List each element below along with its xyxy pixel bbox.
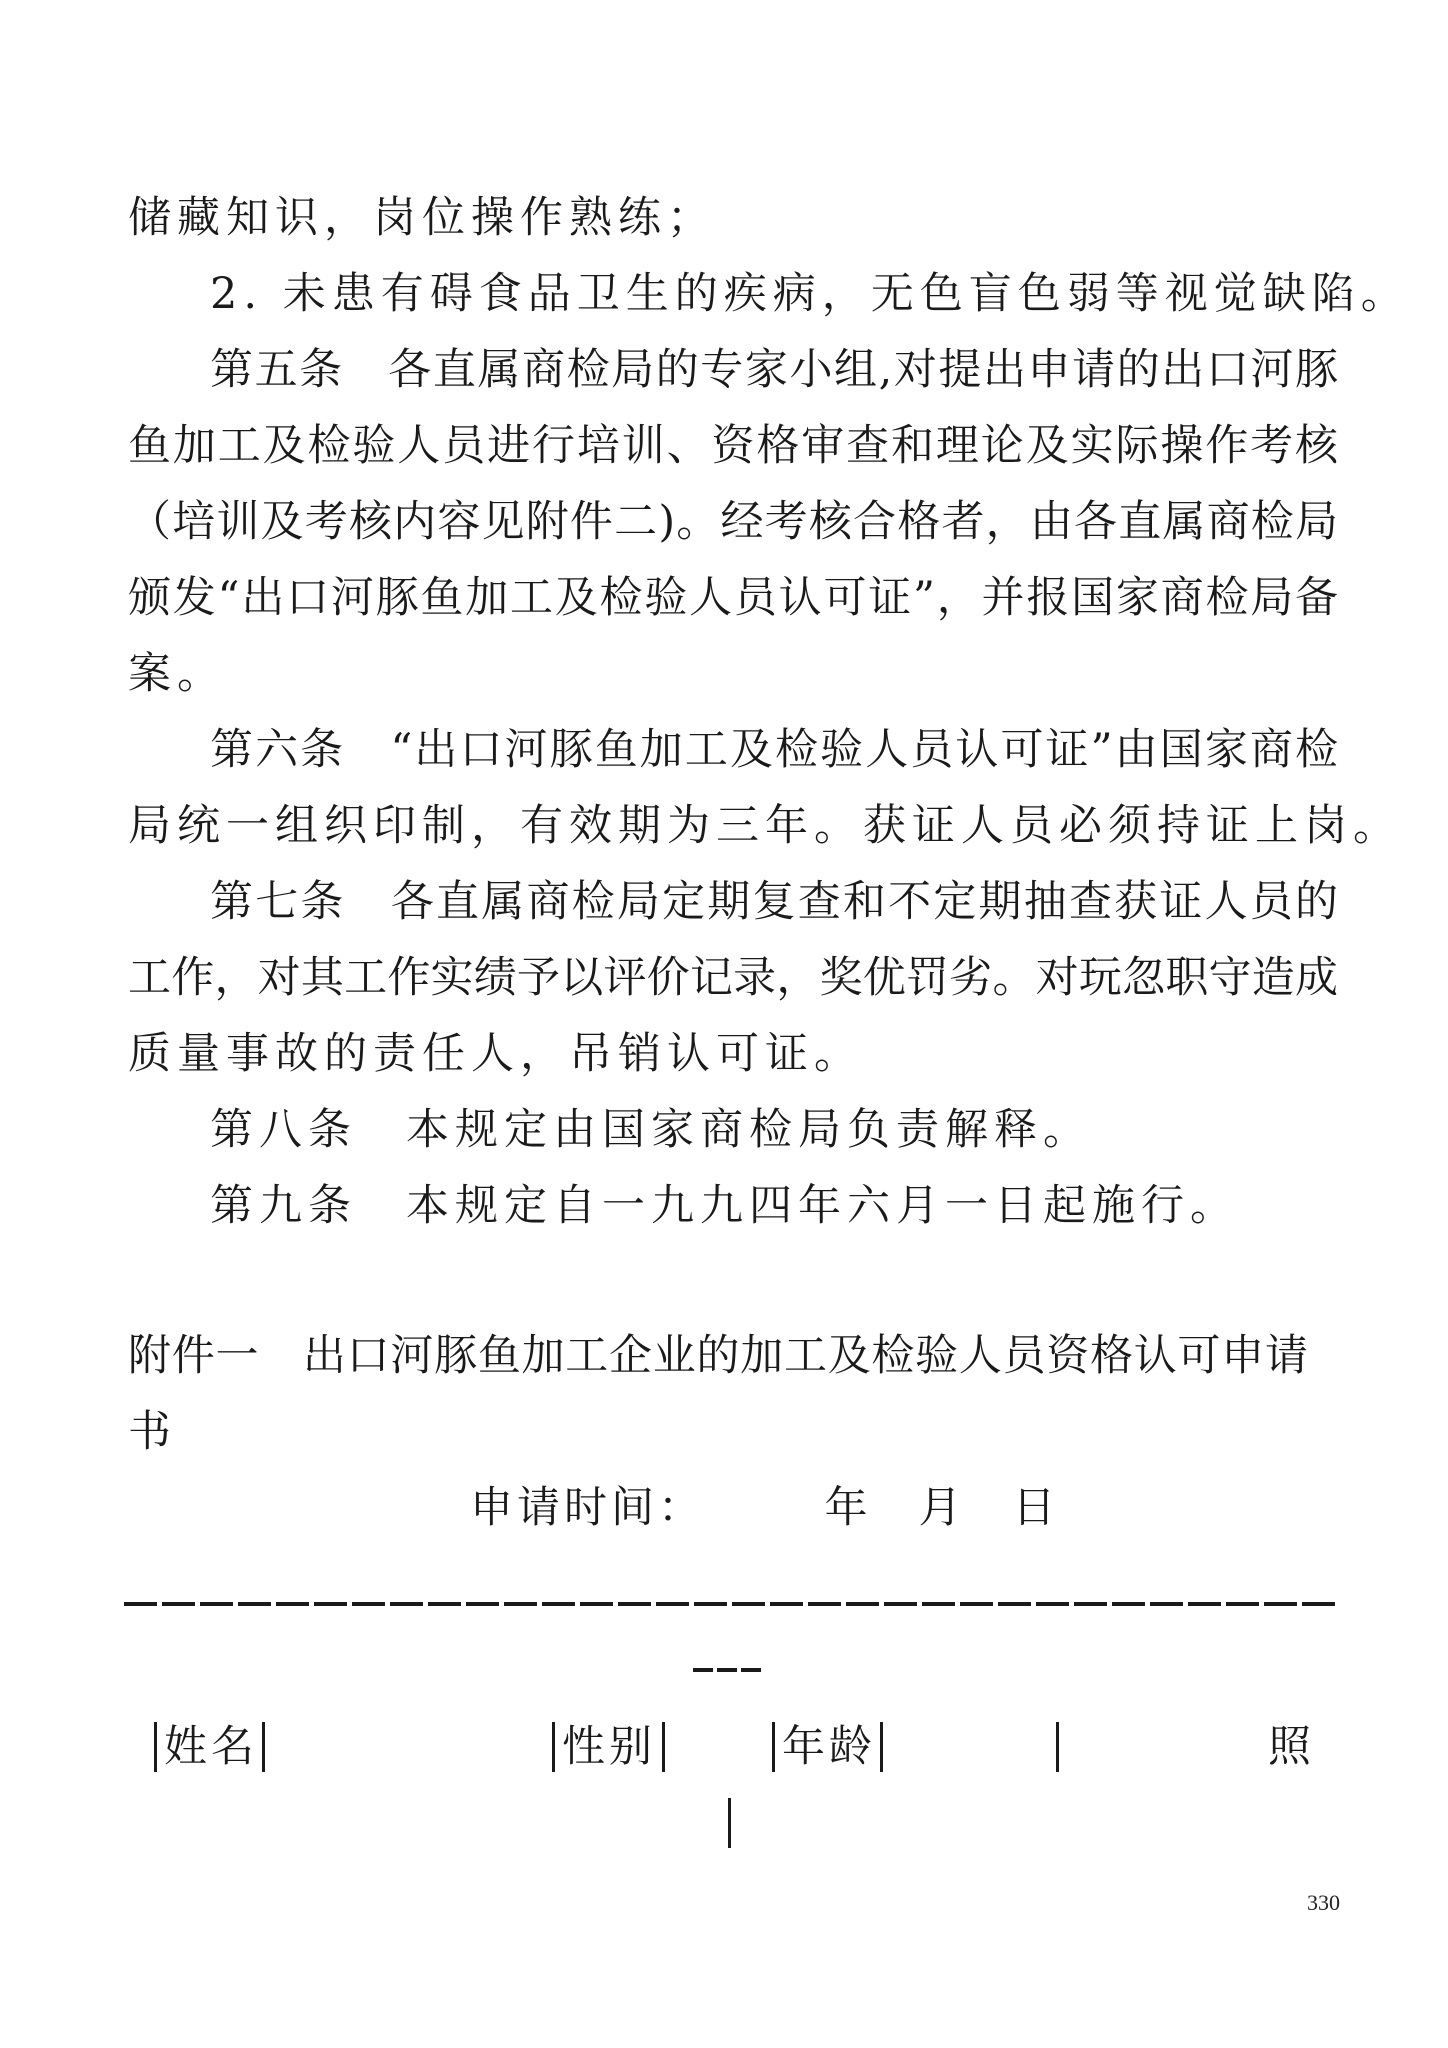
application-date: 申请时间： 年 月 日	[470, 1483, 1060, 1533]
page-number: 330	[1307, 1890, 1340, 1915]
table-border	[262, 1722, 265, 1772]
table-border	[154, 1722, 157, 1772]
attachment-title: 附件一 出口河豚鱼加工企业的加工及检验人员资格认可申请	[128, 1331, 1308, 1381]
body-line: 储藏知识，岗位操作熟练；	[128, 193, 716, 243]
body-line: 2. 未患有碍食品卫生的疾病，无色盲色弱等视觉缺陷。	[210, 269, 1410, 319]
body-line: 鱼加工及检验人员进行培训、资格审查和理论及实际操作考核	[128, 421, 1338, 471]
divider-line-continued	[693, 1668, 761, 1672]
divider-line	[124, 1602, 1340, 1606]
gender-label: 性别	[562, 1722, 656, 1772]
attachment-title-cont: 书	[128, 1407, 177, 1457]
article-7: 第七条 各直属商检局定期复查和不定期抽查获证人员的	[210, 877, 1338, 927]
body-line: 质量事故的责任人，吊销认可证。	[128, 1029, 863, 1079]
body-line: 颁发“出口河豚鱼加工及检验人员认可证”，并报国家商检局备	[128, 573, 1338, 623]
body-line: 案。	[128, 649, 226, 699]
article-8: 第八条 本规定由国家商检局负责解释。	[210, 1105, 1092, 1155]
name-label: 姓名	[164, 1722, 258, 1772]
body-line: 局统一组织印制，有效期为三年。获证人员必须持证上岗。	[128, 801, 1402, 851]
age-label: 年龄	[782, 1722, 876, 1772]
body-line: （培训及考核内容见附件二)。经考核合格者，由各直属商检局	[128, 497, 1338, 547]
table-border	[662, 1722, 665, 1772]
article-6: 第六条 “出口河豚鱼加工及检验人员认可证”由国家商检	[210, 725, 1338, 775]
table-border	[552, 1722, 555, 1772]
table-border	[772, 1722, 775, 1772]
article-9: 第九条 本规定自一九九四年六月一日起施行。	[210, 1181, 1239, 1231]
photo-label: 照	[1268, 1722, 1315, 1772]
table-border	[728, 1798, 731, 1848]
table-border	[1056, 1722, 1059, 1772]
table-border	[880, 1722, 883, 1772]
article-5: 第五条 各直属商检局的专家小组,对提出申请的出口河豚	[210, 345, 1338, 395]
body-line: 工作，对其工作实绩予以评价记录，奖优罚劣。对玩忽职守造成	[128, 953, 1338, 1003]
